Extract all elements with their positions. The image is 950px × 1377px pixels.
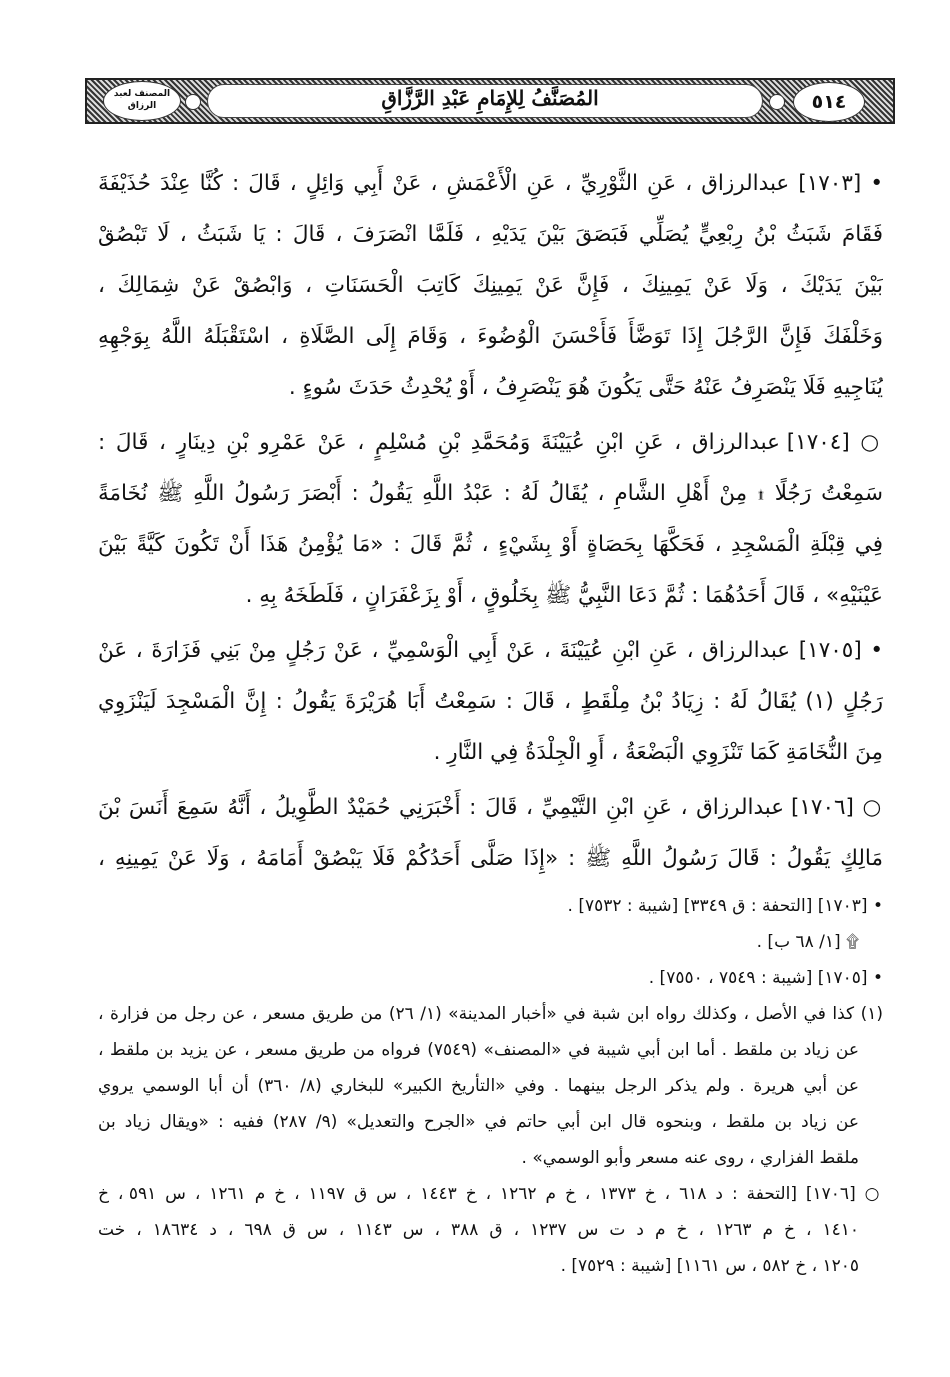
footnote-line: ○ [١٧٠٦] [التحفة : د ٦١٨ ، خ ١٣٧٣ ، خ م ١٢٦٢ ، خ ١٤٤٣ ، س ق ١١٩٧ ، خ م ١٢٦١ ، س ٥٩١ ، خ [98,1184,883,1204]
text-line: فِي قِبْلَةِ الْمَسْجِدِ ، فَحَكَّهَا بِحَصَاةٍ أَوْ بِشَيْءٍ ، ثُمَّ قَالَ : «مَا يُؤْمِنُ هَذَا أَنْ تَكُونَ كَيَّةً بَيْنَ [98,532,883,557]
text-line: ○ [١٧٠٦] عبدالرزاق ، عَنِ ابْنِ التَّيْمِيِّ ، قَالَ : أَخْبَرَنِي حُمَيْدٌ الطَّوِيلُ ، أَنَّهُ سَمِعَ أَنَسَ بْنَ [98,795,883,820]
page-header [85,78,895,124]
hadith-1706 [98,782,883,884]
footnote-line: عن زياد بن ملقط . أما ابن أبي شيبة في «المصنف» (٧٥٤٩) فرواه من طريق مسعر ، عن يزيد بن ملقط ، [98,1040,860,1060]
text-line: رَجُلٍ (١) يُقَالُ لَهُ : زِيَادُ بْنُ مِلْقَطٍ ، قَالَ : سَمِعْتُ أَبَا هُرَيْرَةَ يَقُولُ : إِنَّ الْمَسْجِدَ لَيَنْزَوِي [98,689,883,714]
text-line: وَخَلْفَكَ فَإِنَّ الرَّجُلَ إِذَا تَوَضَّأَ فَأَحْسَنَ الْوُضُوءَ ، وَقَامَ إِلَى الصَّلَاةِ ، اسْتَقْبَلَهُ اللَّهُ بِوَجْهِهِ [98,324,883,349]
footnote-line: ملقط الفزاري ، روى عنه مسعر وأبو الوسمي» . [521,1148,859,1168]
footnote-line: • [١٧٠٣] [التحفة : ق ٣٣٤٩] [شيبة : ٧٥٣٢] . [567,896,883,916]
main-text [98,158,883,888]
footnote-line: عن أبي هريرة . ولم يذكر الرجل بينهما . وفي «التأريخ الكبير» للبخاري (٨/ ٣٦٠) أن أبا الوسمي يروي [98,1076,859,1096]
footnote-line: ١٤١٠ ، خ م ١٢٦٣ ، خ م د ت س ١٢٣٧ ، ق ٣٨٨ ، س ١١٤٣ ، س ق ٦٩٨ ، د ١٨٦٣٤ ، خت [98,1220,860,1240]
footnote-line: ۩ [١/ ٦٨ ب] . [756,932,859,952]
text-line: ○ [١٧٠٤] عبدالرزاق ، عَنِ ابْنِ عُيَيْنَةَ وَمُحَمَّدِ بْنِ مُسْلِمٍ ، عَنْ عَمْرِو بْنِ دِينَارٍ ، قَالَ : [98,430,883,455]
hadith-1703 [98,158,883,413]
text-line: مَالِكٍ يَقُولُ : قَالَ رَسُولُ اللَّهِ ﷺ : «إِذَا صَلَّى أَحَدُكُمْ فَلَا يَبْصُقْ أَمَامَهُ ، وَلَا عَنْ يَمِينِهِ ، [98,846,883,871]
footnote-line: عن زياد بن ملقط ، وبنحوه قال ابن أبي حاتم في «الجرح والتعديل» (٩/ ٢٨٧) ففيه : «ويقال زياد بن [98,1112,860,1132]
text-line: فَقَامَ شَبَثُ بْنُ رِبْعِيٍّ يُصَلِّي فَبَصَقَ بَيْنَ يَدَيْهِ ، فَلَمَّا انْصَرَفَ ، قَالَ : يَا شَبَثُ ، لَا تَبْصُقْ [98,222,883,247]
text-line: يُنَاجِيهِ فَلَا يَنْصَرِفُ عَنْهُ حَتَّى يَكُونَ هُوَ يَنْصَرِفُ ، أَوْ يُحْدِثُ حَدَثَ سُوءٍ . [288,375,883,400]
running-title: المُصَنَّفُ لِلإِمَامِ عَبْدِ الرَّزَّاقِ [381,86,599,110]
footnotes [98,888,883,1284]
page-number: ٥١٤ [793,82,865,122]
text-line: • [١٧٠٥] عبدالرزاق ، عَنِ ابْنِ عُيَيْنَةَ ، عَنْ أَبِي الْوَسْمِيِّ ، عَنْ رَجُلٍ مِنْ بَنِي فَزَارَةَ ، عَنْ [98,638,883,663]
text-line: سَمِعْتُ رَجُلًا ۩ مِنْ أَهْلِ الشَّامِ ، يُقَالُ لَهُ : عَبْدُ اللَّهِ يَقُولُ : أَبْصَرَ رَسُولُ اللَّهِ ﷺ نُخَامَةً [98,481,883,506]
footnote-line: ١٢٠٥ ، خ ٥٨٢ ، س ١١٦١] [شيبة : ٧٥٢٩] . [560,1256,859,1276]
text-line: بَيْنَ يَدَيْكَ ، وَلَا عَنْ يَمِينِكَ ، فَإِنَّ عَنْ يَمِينِكَ كَاتِبَ الْحَسَنَاتِ ، وَابْصُقْ عَنْ شِمَالِكَ ، [98,273,883,298]
book-logo: المصنف لعبد الرزاق [103,81,181,121]
text-line: • [١٧٠٣] عبدالرزاق ، عَنِ الثَّوْرِيِّ ، عَنِ الْأَعْمَشِ ، عَنْ أَبِي وَائِلٍ ، قَالَ : كُنَّا عِنْدَ حُذَيْفَةَ [98,171,883,196]
hadith-1705 [98,625,883,778]
hadith-1704 [98,417,883,621]
footnote-line: (١) كذا في الأصل ، وكذلك رواه ابن شبة في «أخبار المدينة» (١/ ٢٦) من طريق مسعر ، عن رجل من فزارة ، [98,1004,883,1024]
text-line: عَيْنَيْهِ» ، قَالَ أَحَدُهُمَا : ثُمَّ دَعَا النَّبِيُّ ﷺ بِخَلُوقٍ ، أَوْ بِزَعْفَرَانٍ ، فَلَطَخَهُ بِهِ . [245,583,883,608]
footnote-line: • [١٧٠٥] [شيبة : ٧٥٤٩ ، ٧٥٥٠] . [648,968,883,988]
text-line: مِنَ النُّخَامَةِ كَمَا تَنْزَوِي الْبَضْعَةُ ، أَوِ الْجِلْدَةُ فِي النَّارِ . [433,740,883,765]
